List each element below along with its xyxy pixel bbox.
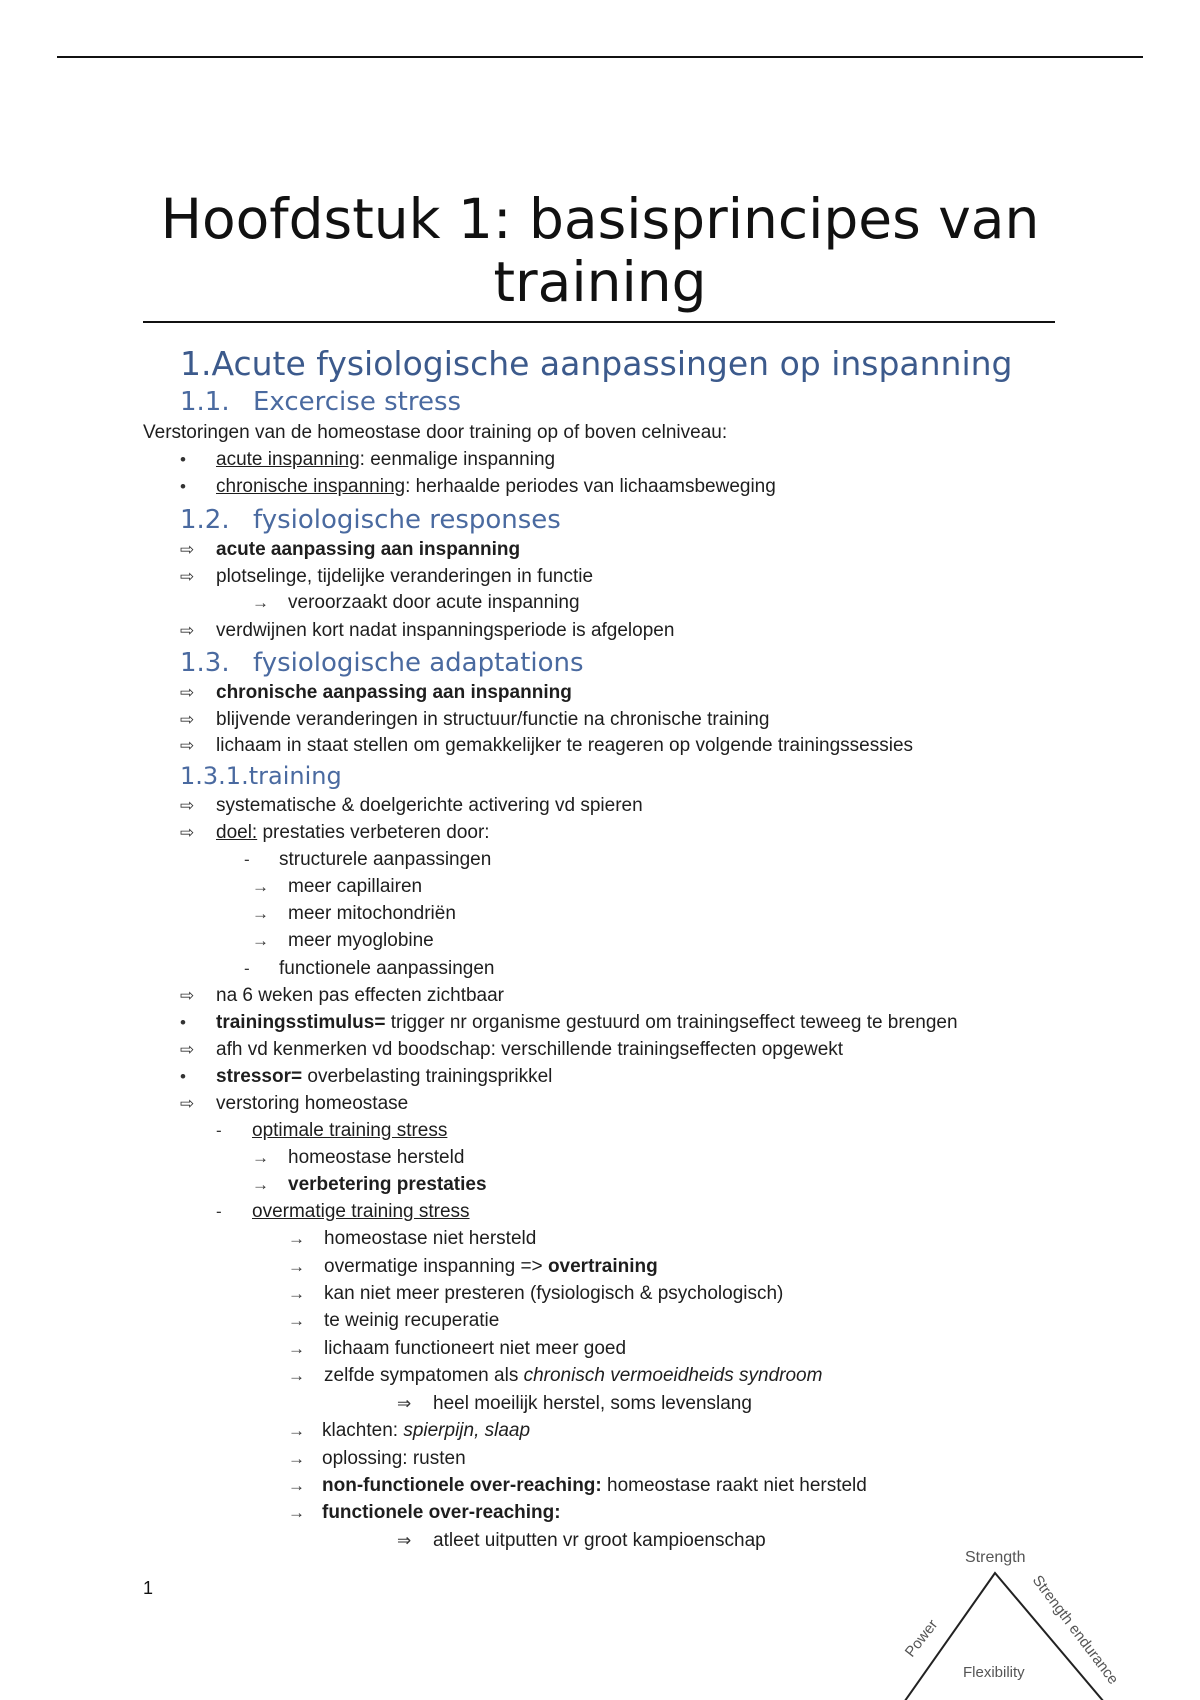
title-underline [143,321,1055,323]
hollow-arrow-icon: ⇨ [180,986,195,1005]
list-item [324,1365,822,1387]
diagram-label-bottom: Flexibility [963,1664,1025,1681]
arrow-icon: → [252,593,269,612]
hollow-arrow-icon: ⇨ [180,1094,195,1113]
list-item: meer myoglobine [288,930,434,951]
term: chronische inspanning [216,476,406,497]
hollow-arrow-icon: ⇨ [180,1040,195,1059]
list-item: atleet uitputten vr groot kampioenschap [433,1530,766,1551]
bullet-marker: • [180,477,186,496]
heading-text: fysiologische responses [253,505,561,535]
arrow-icon: → [288,1339,305,1358]
arrow-icon: → [252,1175,269,1194]
hollow-arrow-icon: ⇨ [180,540,195,559]
list-item: te weinig recuperatie [324,1310,500,1331]
arrow-icon: → [288,1476,305,1495]
definition: : herhaalde periodes van lichaamsbeweging [405,476,776,497]
definition: trigger nr organisme gestuurd om trainingseffect teweeg te brengen [385,1012,958,1033]
definition: : eenmalige inspanning [359,449,556,470]
dash-marker: - [216,1202,222,1221]
list-item: functionele aanpassingen [279,958,495,979]
list-item [216,1066,552,1088]
term: trainingsstimulus= [216,1012,386,1033]
arrow-icon: → [252,1148,269,1167]
list-item: verbetering prestaties [288,1174,487,1195]
heading-text: Excercise stress [253,387,462,417]
fitness-triangle-diagram [815,1540,1200,1700]
arrow-icon: → [288,1449,305,1468]
term: non-functionele over-reaching: [322,1475,602,1496]
heading-1 [180,344,1013,383]
bullet-marker: • [180,450,186,469]
list-item: lichaam functioneert niet meer goed [324,1338,627,1359]
list-item: structurele aanpassingen [279,849,492,870]
list-item: veroorzaakt door acute inspanning [288,592,580,613]
list-item: meer mitochondriën [288,903,456,924]
term: overtraining [547,1256,658,1277]
term: doel: [216,822,258,843]
heading-number: 1. [180,344,212,383]
diagram-label-right: Strength endurance [1028,1572,1122,1688]
list-item: meer capillairen [288,876,423,897]
list-item: verstoring homeostase [216,1093,409,1114]
heading-number: 1.2. [180,505,230,535]
list-item [322,1475,867,1497]
list-item [216,449,555,471]
page-title: Hoofdstuk 1: basisprincipes van training [160,187,1040,314]
term: spierpijn, slaap [403,1420,531,1441]
arrow-icon: → [252,877,269,896]
list-item: afh vd kenmerken vd boodschap: verschillende trainingseffecten opgewekt [216,1039,844,1060]
list-item: kan niet meer presteren (fysiologisch & psychologisch) [324,1283,784,1304]
hollow-arrow-icon: ⇨ [180,710,195,729]
heading-text: training [248,762,342,790]
list-item: functionele over-reaching: [322,1502,561,1523]
heading-text: fysiologische adaptations [253,648,584,678]
heading-1-2 [180,505,561,535]
heading-text: Acute fysiologische aanpassingen op inspanning [211,344,1013,383]
hollow-arrow-icon: ⇨ [180,823,195,842]
term: chronisch vermoeidheids syndroom [523,1365,823,1386]
text: overmatige inspanning => [324,1256,548,1277]
heading-1-3 [180,648,584,678]
list-item [216,822,490,844]
top-rule [57,56,1143,58]
dash-marker: - [216,1121,222,1140]
dash-marker: - [244,959,250,978]
bullet-marker: • [180,1067,186,1086]
text: klachten: [322,1420,404,1441]
list-item: homeostase niet hersteld [324,1228,537,1249]
intro-text: Verstoringen van de homeostase door training op of boven celniveau: [143,422,728,443]
heading-1-3-1 [180,762,342,790]
heading-number: 1.1. [180,387,230,417]
list-item: chronische aanpassing aan inspanning [216,682,572,703]
arrow-icon: → [252,904,269,923]
bullet-marker: • [180,1013,186,1032]
diagram-label-top: Strength [965,1549,1026,1566]
hollow-arrow-icon: ⇨ [180,796,195,815]
list-item: overmatige training stress [252,1201,470,1222]
list-item: acute aanpassing aan inspanning [216,539,521,560]
triangle-diagram-svg [815,1540,1200,1700]
list-item [216,1012,958,1034]
list-item [324,1256,658,1278]
list-item: plotselinge, tijdelijke veranderingen in functie [216,566,594,587]
arrow-icon: → [288,1311,305,1330]
list-item: lichaam in staat stellen om gemakkelijker te reageren op volgende trainingssessies [216,735,914,756]
dash-marker: - [244,850,250,869]
list-item: systematische & doelgerichte activering vd spieren [216,795,643,816]
list-item [216,476,776,498]
arrow-icon: → [288,1366,305,1385]
page-number: 1 [143,1578,154,1598]
hollow-arrow-icon: ⇨ [180,736,195,755]
diagram-label-left: Power [901,1616,942,1661]
arrow-icon: → [288,1421,305,1440]
text: zelfde sympatomen als [324,1365,524,1386]
list-item: blijvende veranderingen in structuur/functie na chronische training [216,709,770,730]
list-item: verdwijnen kort nadat inspanningsperiode is afgelopen [216,620,675,641]
hollow-arrow-icon: ⇨ [180,567,195,586]
heading-number: 1.3. [180,648,230,678]
arrow-icon: → [288,1257,305,1276]
list-item: heel moeilijk herstel, soms levenslang [433,1393,752,1414]
heading-1-1 [180,387,461,417]
arrow-icon: → [252,931,269,950]
list-item: oplossing: rusten [322,1448,466,1469]
term: stressor= [216,1066,303,1087]
arrow-icon: → [288,1503,305,1522]
hollow-arrow-icon: ⇨ [180,621,195,640]
arrow-icon: → [288,1229,305,1248]
list-item: na 6 weken pas effecten zichtbaar [216,985,505,1006]
list-item: homeostase hersteld [288,1147,465,1168]
definition: homeostase raakt niet hersteld [601,1475,867,1496]
arrow-icon: → [288,1284,305,1303]
definition: prestaties verbeteren door: [257,822,490,843]
definition: overbelasting trainingsprikkel [302,1066,553,1087]
list-item [322,1420,530,1442]
double-arrow-icon: ⇒ [397,1394,412,1413]
hollow-arrow-icon: ⇨ [180,683,195,702]
heading-number: 1.3.1. [180,762,249,790]
term: acute inspanning [216,449,360,470]
list-item: optimale training stress [252,1120,448,1141]
double-arrow-icon: ⇒ [397,1531,412,1550]
